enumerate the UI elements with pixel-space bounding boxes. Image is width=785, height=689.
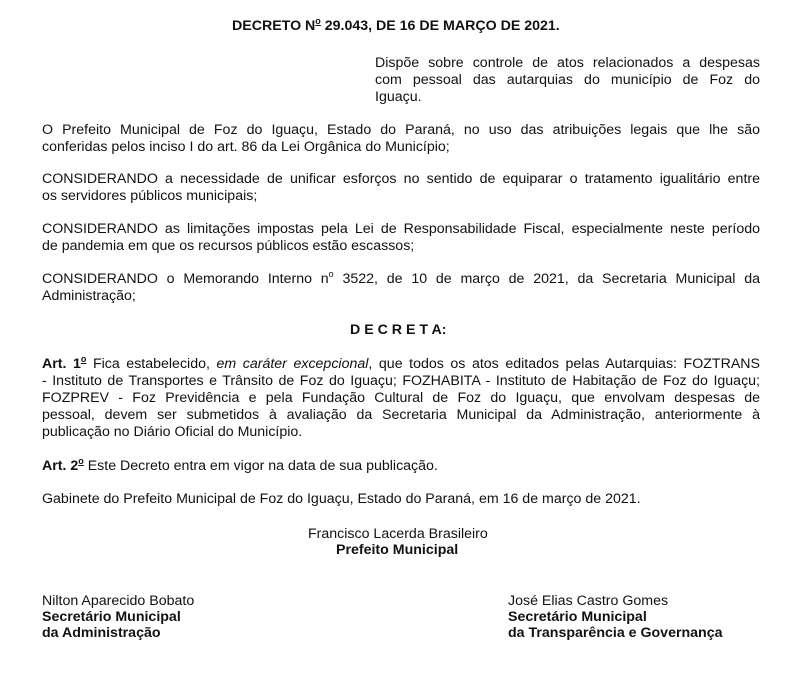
article-line: publicação no Diário Oficial do Município. — [42, 424, 303, 440]
signatory-role: Secretário Municipal — [42, 609, 181, 625]
article-line: - Instituto de Transportes e Trânsito de Foz do Iguaçu; FOZHABITA - Instituto de Habitação de Foz do Iguaçu; — [42, 373, 760, 389]
signatory-role: Secretário Municipal — [508, 609, 647, 625]
article-2: Art. 2$^o$ Este Decreto entra em vigor na data de sua publicação. — [42, 456, 438, 474]
preamble-line: conferidas pelos inciso I do art. 86 da Lei Orgânica do Município; — [42, 139, 450, 155]
considerando-line: CONSIDERANDO as limitações impostas pela Lei de Responsabilidade Fiscal, especialmente neste período — [42, 221, 760, 237]
article-line: Art. 1$^o$ Fica estabelecido, em caráter excepcional, que todos os atos editados pelas Autarquias: FOZTRANS — [42, 354, 760, 372]
article-label: Art. 2 — [42, 458, 79, 474]
decree-title: DECRETO $N^o$ 29.043, DE 16 DE MARÇO DE 2021. — [232, 16, 560, 34]
ementa-line: Iguaçu. — [375, 89, 422, 105]
memorando-ordinal: o — [328, 269, 334, 279]
decreta-heading: D E C R E T A: — [350, 322, 447, 338]
signatory-role: da Administração — [42, 625, 161, 641]
considerando-line: CONSIDERANDO a necessidade de unificar esforços no sentido de equiparar o tratamento igualitário entre — [42, 171, 760, 187]
signatory-name: Nilton Aparecido Bobato — [42, 593, 195, 609]
signatory-name: Francisco Lacerda Brasileiro — [308, 526, 488, 542]
preamble-line: O Prefeito Municipal de Foz do Iguaçu, Estado do Paraná, no uso das atribuições legais que lhe são — [42, 122, 760, 138]
article-line: FOZPREV - Foz Previdência e pela Fundação Cultural de Foz do Iguaçu, que envolvam despesas de — [42, 390, 760, 406]
ementa-line: Dispõe sobre controle de atos relacionados a despesas — [375, 55, 760, 71]
signatory-role: Prefeito Municipal — [336, 542, 459, 558]
signatory-name: José Elias Castro Gomes — [508, 593, 669, 609]
considerando-line: de pandemia em que os recursos públicos estão escassos; — [42, 238, 415, 254]
ementa-line: com pessoal das autarquias do município de Foz do — [375, 72, 760, 88]
gabinete-line: Gabinete do Prefeito Municipal de Foz do Iguaçu, Estado do Paraná, em 16 de março de 2021. — [42, 491, 641, 507]
signatory-role: da Transparência e Governança — [508, 625, 723, 641]
considerando-line: CONSIDERANDO o Memorando Interno $n^o$ 3522, de 10 de março de 2021, da Secretaria Municipal da — [42, 269, 760, 287]
considerando-line: Administração; — [42, 288, 136, 304]
article-line: pessoal, devem ser submetidos à avaliação da Secretaria Municipal da Administração, anteriormente à — [42, 407, 760, 423]
considerando-line: os servidores públicos municipais; — [42, 188, 258, 204]
title-ordinal: o — [315, 16, 321, 26]
article-label: Art. 1 — [42, 356, 81, 372]
